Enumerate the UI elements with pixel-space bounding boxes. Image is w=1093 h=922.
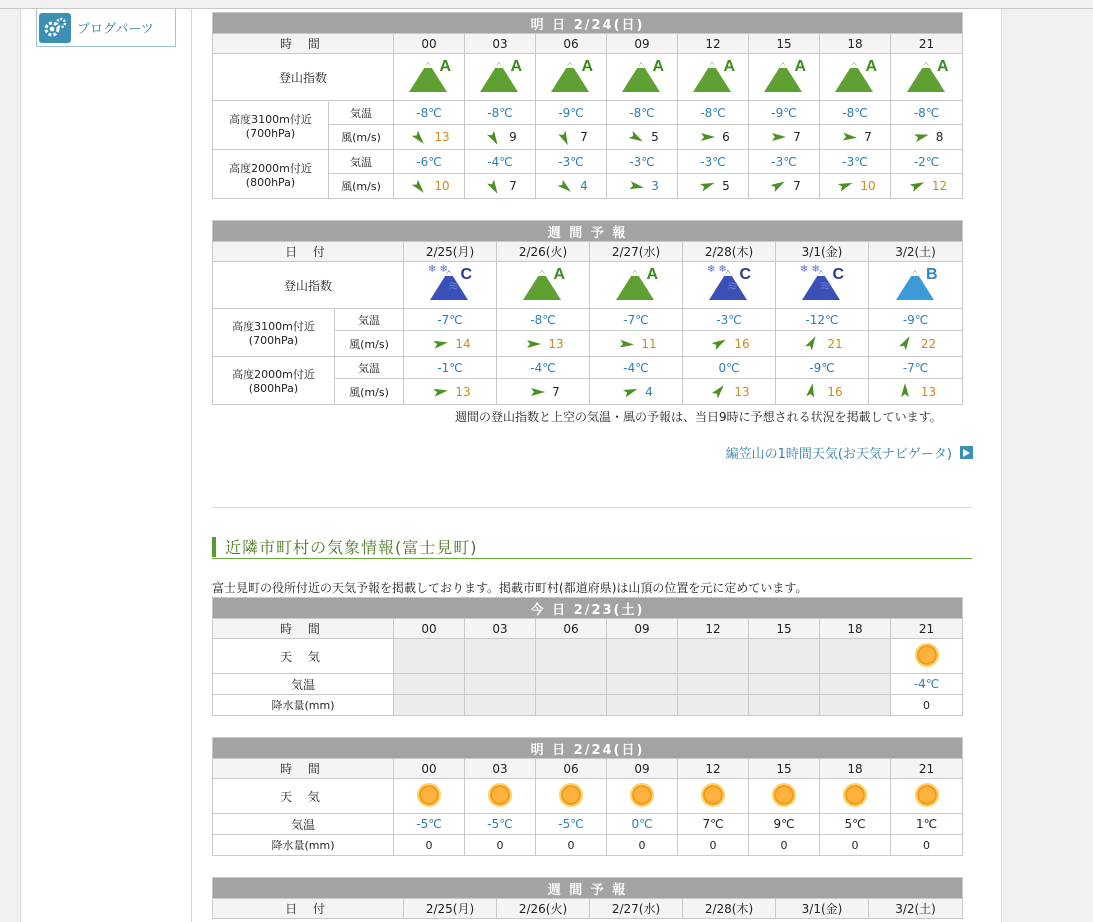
wind-speed: 11 — [641, 336, 657, 351]
index-label: 登山指数 — [213, 262, 404, 309]
temperature-value: -9℃ — [558, 105, 584, 120]
wind-cell — [465, 127, 535, 147]
wind-cell — [465, 176, 535, 196]
weather-row — [213, 639, 963, 674]
mountain-index-b-icon: B — [894, 265, 938, 303]
mountain-index-a-icon: A — [620, 57, 664, 95]
precip-value: 0 — [923, 838, 931, 852]
wind-cell — [678, 176, 748, 196]
date-value: 2/27(水) — [611, 902, 661, 916]
index-label: 登山指数 — [213, 54, 394, 101]
weekly-town-table — [212, 877, 963, 919]
sidebar-separator — [191, 9, 192, 922]
table-header: 明 日 2/24(日) — [213, 13, 963, 34]
wind-speed: 13 — [455, 384, 471, 399]
temp-row — [213, 674, 963, 695]
date-value: 3/1(金) — [801, 902, 843, 916]
wind-label: 風(m/s) — [329, 125, 394, 150]
sunny-icon — [703, 785, 723, 805]
temperature-value: -7℃ — [623, 312, 649, 327]
alt1-temp-row — [213, 101, 963, 125]
table-header: 今 日 2/23(土) — [213, 598, 963, 619]
wind-speed: 7 — [793, 130, 801, 144]
wind-cell — [607, 127, 677, 147]
date-value: 3/1(金) — [801, 245, 843, 259]
temperature-value: -3℃ — [700, 154, 726, 169]
wind-speed: 21 — [827, 336, 843, 351]
time-value: 21 — [918, 36, 935, 51]
date-value: 2/26(火) — [518, 245, 568, 259]
alt1-label: 高度3100m付近 (700hPa) — [213, 309, 335, 357]
date-value: 3/2(土) — [895, 245, 936, 259]
wind-arrow-icon — [801, 382, 821, 402]
precip-row — [213, 695, 963, 716]
wind-cell — [590, 334, 682, 354]
temp-label: 気温 — [329, 150, 394, 174]
time-label: 時 間 — [213, 759, 394, 779]
wind-arrow-icon — [483, 127, 503, 147]
temperature-value: 7℃ — [702, 817, 724, 831]
date-value: 2/25(月) — [425, 902, 475, 916]
temperature-value: 0℃ — [631, 817, 653, 831]
temperature-value: -1℃ — [437, 360, 463, 375]
time-value: 00 — [421, 621, 437, 636]
time-value: 15 — [776, 761, 792, 776]
wind-speed: 7 — [864, 130, 872, 144]
temperature-value: -4℃ — [913, 677, 940, 691]
wind-arrow-icon — [615, 334, 635, 354]
mountain-index-a-icon: A — [762, 57, 806, 95]
sunny-icon — [917, 785, 937, 805]
weather-label: 天 気 — [213, 779, 394, 814]
wind-arrow-icon — [526, 382, 546, 402]
table-header: 週 間 予 報 — [213, 878, 963, 899]
precip-value: 0 — [496, 838, 504, 852]
wind-speed: 13 — [734, 384, 750, 399]
section-title-text: 近隣市町村の気象情報(富士見町) — [225, 538, 478, 557]
time-value: 12 — [705, 36, 721, 51]
date-value: 2/28(木) — [704, 245, 754, 259]
mountain-index-a-icon: A — [905, 57, 949, 95]
gear-icon — [39, 13, 71, 43]
temp-row — [213, 814, 963, 835]
time-value: 18 — [847, 36, 863, 51]
temperature-value: -5℃ — [416, 817, 442, 831]
wind-speed: 14 — [455, 336, 471, 351]
time-value: 21 — [918, 621, 935, 636]
wind-arrow-icon — [483, 176, 503, 196]
wind-speed: 8 — [935, 130, 944, 144]
alt1-label: 高度3100m付近 (700hPa) — [213, 101, 329, 150]
temperature-value: -8℃ — [913, 105, 940, 120]
temperature-value: -8℃ — [842, 105, 868, 120]
wind-cell — [497, 382, 589, 402]
wind-speed: 9 — [509, 130, 517, 144]
precip-value: 0 — [923, 698, 931, 712]
wind-arrow-icon — [522, 334, 542, 354]
wind-cell — [683, 334, 775, 354]
precip-row — [213, 835, 963, 856]
time-value: 18 — [847, 761, 863, 776]
temperature-value: -4℃ — [623, 360, 649, 375]
table-header: 明 日 2/24(日) — [213, 738, 963, 759]
weather-label: 天 気 — [213, 639, 394, 674]
wind-cell — [869, 382, 962, 402]
temperature-value: -8℃ — [416, 105, 442, 120]
wind-cell — [776, 382, 868, 402]
wind-arrow-icon — [895, 382, 915, 402]
wind-arrow-icon — [408, 127, 428, 147]
wind-speed: 4 — [645, 384, 653, 399]
time-row — [213, 34, 963, 54]
time-value: 00 — [421, 761, 437, 776]
wind-speed: 5 — [722, 179, 730, 193]
wind-cell — [820, 127, 890, 147]
date-value: 3/2(土) — [895, 902, 936, 916]
temperature-value: -8℃ — [487, 105, 513, 120]
precip-label: 降水量(mm) — [213, 695, 394, 716]
wind-cell — [536, 127, 606, 147]
sunny-icon — [774, 785, 794, 805]
wind-speed: 10 — [434, 179, 450, 193]
temperature-value: -9℃ — [771, 105, 797, 120]
time-value: 12 — [705, 761, 721, 776]
wind-arrow-icon — [625, 127, 645, 147]
wind-cell — [404, 334, 496, 354]
precip-value: 0 — [709, 838, 717, 852]
date-value: 2/26(火) — [518, 902, 568, 916]
tomorrow-town-table — [212, 737, 963, 856]
temperature-value: -9℃ — [902, 312, 929, 327]
wind-arrow-icon — [408, 176, 428, 196]
temperature-value: -3℃ — [716, 312, 742, 327]
time-value: 03 — [492, 36, 508, 51]
wind-cell — [683, 382, 775, 402]
mountain-index-c-icon: C ❄ ❄ ≋ — [707, 265, 751, 303]
wind-arrow-icon — [708, 334, 728, 354]
date-value: 2/28(木) — [704, 902, 754, 916]
temperature-value: -3℃ — [771, 154, 797, 169]
temperature-value: -5℃ — [487, 817, 513, 831]
wind-cell — [394, 176, 464, 196]
time-value: 06 — [563, 36, 579, 51]
date-value: 2/27(水) — [611, 245, 661, 259]
hourly-weather-link[interactable] — [726, 443, 973, 462]
temperature-value: -4℃ — [487, 154, 513, 169]
temp-label: 気温 — [335, 309, 404, 331]
temperature-value: -9℃ — [809, 360, 835, 375]
wind-arrow-icon — [834, 176, 854, 196]
wind-cell — [776, 334, 868, 354]
temperature-value: 0℃ — [718, 360, 740, 375]
wind-cell — [749, 127, 819, 147]
wind-cell — [891, 176, 962, 196]
wind-arrow-icon — [429, 382, 449, 402]
precip-label: 降水量(mm) — [213, 835, 394, 856]
wind-arrow-icon — [696, 176, 716, 196]
wind-cell — [607, 176, 677, 196]
temperature-value: -12℃ — [805, 312, 839, 327]
alt2-label: 高度2000m付近 (800hPa) — [213, 357, 335, 405]
sunny-icon — [419, 785, 439, 805]
time-value: 15 — [776, 36, 792, 51]
alt2-label: 高度2000m付近 (800hPa) — [213, 150, 329, 199]
time-value: 21 — [918, 761, 935, 776]
precip-value: 0 — [780, 838, 788, 852]
mountain-index-a-icon: A — [833, 57, 877, 95]
temp-label: 気温 — [213, 814, 394, 835]
wind-arrow-icon — [554, 127, 574, 147]
mountain-index-a-icon: A — [549, 57, 593, 95]
temperature-value: -8℃ — [700, 105, 726, 120]
hourly-link-label: 編笠山の1時間天気(お天気ナビゲータ) — [725, 447, 952, 462]
wind-cell — [536, 176, 606, 196]
wind-cell — [404, 382, 496, 402]
alt2-temp-row — [213, 150, 963, 174]
time-row — [213, 619, 963, 639]
temperature-value: 1℃ — [915, 817, 938, 831]
mountain-index-a-icon: A — [478, 57, 522, 95]
date-row — [213, 242, 963, 262]
time-value: 18 — [847, 621, 863, 636]
wind-cell — [820, 176, 890, 196]
precip-value: 0 — [638, 838, 646, 852]
today-town-table — [212, 597, 963, 716]
wind-speed: 7 — [580, 130, 588, 144]
time-value: 15 — [776, 621, 792, 636]
alt2-temp-row — [213, 357, 963, 379]
nearby-description: 富士見町の役所付近の天気予報を掲載しております。掲載市町村(都道府県)は山頂の位置を元に定めています。 — [212, 581, 808, 595]
wind-speed: 7 — [509, 179, 517, 193]
temperature-value: -3℃ — [629, 154, 655, 169]
time-value: 03 — [492, 621, 508, 636]
wind-speed: 13 — [548, 336, 564, 351]
wind-label: 風(m/s) — [335, 379, 404, 405]
weather-row — [213, 779, 963, 814]
temp-label: 気温 — [335, 357, 404, 379]
play-arrow-icon — [960, 446, 973, 459]
index-row — [213, 54, 963, 101]
precip-value: 0 — [567, 838, 575, 852]
mountain-index-c-icon: C ❄ ❄ ≋ — [800, 265, 844, 303]
date-value: 2/25(月) — [425, 245, 475, 259]
mountain-index-a-icon: A — [521, 265, 565, 303]
wind-speed: 4 — [580, 179, 588, 193]
blogparts-label: ブログパーツ — [77, 22, 154, 37]
wind-speed: 13 — [920, 384, 937, 399]
precip-value: 0 — [425, 838, 433, 852]
wind-arrow-icon — [767, 127, 787, 147]
wind-speed: 7 — [552, 384, 560, 399]
wind-arrow-icon — [838, 127, 858, 147]
index-row — [213, 262, 963, 309]
wind-cell — [891, 127, 962, 147]
temperature-value: 9℃ — [773, 817, 795, 831]
wind-label: 風(m/s) — [329, 174, 394, 199]
wind-speed: 6 — [722, 130, 730, 144]
temperature-value: -6℃ — [416, 154, 442, 169]
temperature-value: -5℃ — [558, 817, 584, 831]
wind-cell — [590, 382, 682, 402]
wind-arrow-icon — [619, 382, 639, 402]
time-value: 00 — [421, 36, 437, 51]
temperature-value: 5℃ — [844, 817, 866, 831]
wind-speed: 16 — [734, 336, 750, 351]
date-row — [213, 899, 963, 919]
wind-speed: 13 — [434, 130, 450, 144]
wind-arrow-icon — [910, 127, 930, 147]
mountain-index-a-icon: A — [691, 57, 735, 95]
wind-arrow-icon — [708, 382, 728, 402]
sunny-icon — [561, 785, 581, 805]
wind-arrow-icon — [906, 176, 926, 196]
table-header: 週 間 予 報 — [213, 221, 963, 242]
wind-speed: 3 — [651, 179, 659, 193]
wind-arrow-icon — [767, 176, 787, 196]
sunny-icon — [917, 645, 937, 665]
alt1-temp-row — [213, 309, 963, 331]
temperature-value: -8℃ — [629, 105, 655, 120]
title-bar — [212, 537, 216, 557]
wind-speed: 5 — [651, 130, 659, 144]
wind-cell — [497, 334, 589, 354]
temp-label: 気温 — [329, 101, 394, 125]
tomorrow-summit-table — [212, 12, 963, 199]
wind-speed: 22 — [920, 336, 937, 351]
time-value: 09 — [634, 761, 650, 776]
divider — [212, 507, 972, 508]
wind-cell — [749, 176, 819, 196]
temperature-value: -7℃ — [902, 360, 929, 375]
temperature-value: -3℃ — [842, 154, 868, 169]
time-value: 06 — [563, 621, 579, 636]
wind-speed: 10 — [860, 179, 876, 193]
sunny-icon — [490, 785, 510, 805]
wind-cell — [678, 127, 748, 147]
temperature-value: -3℃ — [558, 154, 584, 169]
temperature-value: -7℃ — [437, 312, 463, 327]
sunny-icon — [845, 785, 865, 805]
precip-value: 0 — [851, 838, 859, 852]
wind-arrow-icon — [554, 176, 574, 196]
forecast-note: 週間の登山指数と上空の気温・風の予報は、当日9時に予想される状況を掲載しています。 — [455, 410, 942, 424]
time-value: 12 — [705, 621, 721, 636]
time-label: 時 間 — [213, 619, 394, 639]
date-label: 日 付 — [213, 242, 404, 262]
mountain-index-c-icon: C ❄ ❄ ≋ — [428, 265, 472, 303]
mountain-index-a-icon: A — [614, 265, 658, 303]
weekly-summit-table — [212, 220, 963, 405]
temperature-value: -2℃ — [913, 154, 940, 169]
temperature-value: -4℃ — [530, 360, 556, 375]
wind-arrow-icon — [429, 334, 449, 354]
wind-speed: 16 — [827, 384, 843, 399]
temp-label: 気温 — [213, 674, 394, 695]
blogparts-link[interactable] — [36, 9, 176, 47]
time-value: 03 — [492, 761, 508, 776]
wind-arrow-icon — [801, 334, 821, 354]
time-row — [213, 759, 963, 779]
time-label: 時 間 — [213, 34, 394, 54]
section-title — [212, 535, 972, 559]
wind-cell — [869, 334, 962, 354]
sunny-icon — [632, 785, 652, 805]
wind-arrow-icon — [696, 127, 716, 147]
time-value: 09 — [634, 36, 650, 51]
time-value: 09 — [634, 621, 650, 636]
temperature-value: -8℃ — [530, 312, 556, 327]
wind-label: 風(m/s) — [335, 331, 404, 357]
mountain-index-a-icon: A — [407, 57, 451, 95]
wind-cell — [394, 127, 464, 147]
wind-arrow-icon — [895, 334, 915, 354]
date-label: 日 付 — [213, 899, 404, 919]
wind-speed: 7 — [793, 179, 801, 193]
wind-arrow-icon — [625, 176, 645, 196]
wind-speed: 12 — [931, 179, 948, 193]
time-value: 06 — [563, 761, 579, 776]
